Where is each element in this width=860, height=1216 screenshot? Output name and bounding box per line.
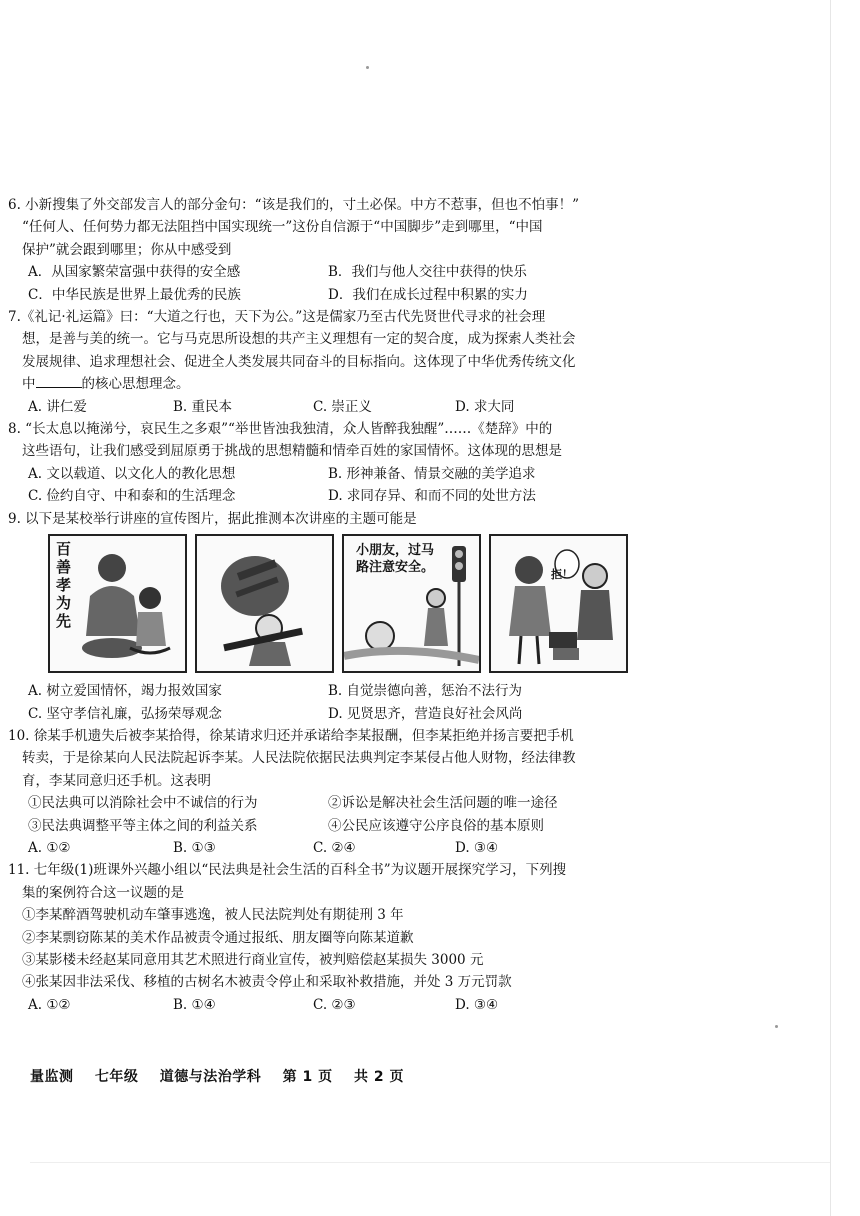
question-area [8, 194, 778, 1016]
question-10-statements [8, 792, 778, 837]
statement-4: ④公民应该遵守公序良俗的基本原则 [328, 817, 544, 834]
question-10-options [8, 837, 778, 859]
statement-3: ③某影楼未经赵某同意用其艺术照进行商业宣传，被判赔偿赵某损失 3000 元 [22, 951, 484, 968]
question-9-stem: 9. 以下是某校举行讲座的宣传图片，据此推测本次讲座的主题可能是 [8, 510, 417, 527]
question-10 [8, 725, 778, 859]
question-6-stem-line1: 6. 小新搜集了外交部发言人的部分金句：“该是我们的，寸土必保。中方不惹事，但也不怕事！” [8, 197, 579, 213]
cartoon-4-speech: 拒！ [551, 568, 573, 582]
question-11-options [8, 994, 778, 1016]
footer-page-number: 第 1 页 [282, 1069, 333, 1085]
option-d: D. 求大同 [455, 398, 515, 415]
option-a: A．从国家繁荣富强中获得的安全感 [28, 264, 241, 281]
question-9-options [8, 680, 778, 725]
question-7-stem-line2: 想，是善与美的统一。它与马克思所设想的共产主义理想有一定的契合度，成为探索人类社会 [22, 331, 576, 348]
option-b: B．我们与他人交往中获得的快乐 [328, 264, 527, 281]
option-b: B. 形神兼备、情景交融的美学追求 [328, 465, 536, 482]
statement-4: ④张某因非法采伐、移植的古树名木被责令停止和采取补救措施，并处 3 万元罚款 [22, 974, 512, 991]
option-a: A. 树立爱国情怀，竭力报效国家 [28, 683, 222, 700]
question-9 [8, 508, 778, 725]
cartoon-refusing-bribe [489, 534, 628, 673]
question-8-stem-line2: 这些语句，让我们感受到屈原勇于挑战的思想精髓和情牵百姓的家国情怀。这体现的思想是 [22, 443, 562, 460]
question-8 [8, 418, 778, 508]
option-c: C. 坚守孝信礼廉，弘扬荣辱观念 [28, 705, 222, 722]
page-bottom-divider [30, 1162, 830, 1163]
option-b: B. 重民本 [173, 398, 233, 415]
cartoon-filial-piety [48, 534, 187, 673]
question-10-stem-line1: 10. 徐某手机遗失后被李某拾得，徐某请求归还并承诺给李某报酬，但李某拒绝并扬言要把手机 [8, 727, 574, 744]
cartoon-traffic-safety [342, 534, 481, 673]
cartoon-1-caption: 百善孝为先 [56, 540, 72, 631]
option-c: C. ②③ [313, 996, 356, 1013]
footer-subject: 道德与法治学科 [159, 1069, 262, 1085]
option-d: D. ③④ [455, 996, 499, 1013]
question-11 [8, 859, 778, 1016]
question-8-options [8, 463, 778, 508]
cartoon-scholar-drawing [197, 536, 332, 671]
question-7 [8, 306, 778, 418]
question-6 [8, 194, 778, 306]
question-6-options [8, 261, 778, 306]
statement-1: ①李某醉酒驾驶机动车肇事逃逸，被人民法院判处有期徒刑 3 年 [22, 907, 404, 924]
option-c: C．中华民族是世界上最优秀的民族 [28, 286, 241, 303]
footer-page-total: 共 2 页 [354, 1069, 404, 1085]
cartoon-3-caption-line1: 小朋友，过马 [356, 543, 435, 559]
page-footer [30, 1066, 420, 1086]
option-c: C. 崇正义 [313, 398, 372, 415]
question-11-stem-line2: 集的案例符合这一议题的是 [22, 884, 184, 901]
option-d: D. 见贤思齐，营造良好社会风尚 [328, 705, 523, 722]
statement-1: ①民法典可以消除社会中不诚信的行为 [28, 795, 258, 812]
cartoon-bribe-drawing [491, 536, 626, 671]
option-a: A. 讲仁爱 [28, 398, 87, 415]
cartoon-scholar-with-books [195, 534, 334, 673]
question-10-stem-line3: 育，李某同意归还手机。这表明 [22, 772, 211, 789]
option-a: A. ①② [28, 839, 71, 856]
scan-speck [366, 66, 369, 69]
option-b: B. ①③ [173, 839, 216, 856]
option-d: D. ③④ [455, 839, 499, 856]
statement-3: ③民法典调整平等主体之间的利益关系 [28, 817, 258, 834]
question-8-stem-line1: 8. “长太息以掩涕兮，哀民生之多艰”“举世皆浊我独清，众人皆醉我独醒”……《楚辞》中的 [8, 421, 553, 438]
answer-blank [36, 373, 82, 388]
question-10-stem-line2: 转卖，于是徐某向人民法院起诉李某。人民法院依据民法典判定李某侵占他人财物，经法律教 [22, 750, 576, 767]
question-11-stem-line1: 11. 七年级(1)班课外兴趣小组以“民法典是社会生活的百科全书”为议题开展探究学习，下列搜 [8, 862, 567, 879]
question-7-line4-post: 的核心思想理念。 [81, 376, 190, 393]
option-a: A. ①② [28, 996, 71, 1013]
question-7-options [8, 396, 778, 418]
statement-2: ②李某剽窃陈某的美术作品被责令通过报纸、朋友圈等向陈某道歉 [22, 929, 414, 946]
option-a: A. 文以载道、以文化人的教化思想 [28, 465, 236, 482]
footer-exam-name: 量监测 [30, 1069, 74, 1085]
cartoon-3-caption [356, 542, 434, 576]
option-c: C. 俭约自守、中和泰和的生活理念 [28, 488, 236, 505]
question-7-stem-line1: 7.《礼记·礼运篇》曰：“大道之行也，天下为公。”这是儒家乃至古代先贤世代寻求的社会理 [8, 309, 546, 326]
option-d: D. 求同存异、和而不同的处世方法 [328, 488, 536, 505]
question-7-stem-line3: 发展规律、追求理想社会、促进全人类发展共同奋斗的目标指向。这体现了中华优秀传统文化 [22, 353, 576, 370]
question-6-stem-line3: 保护”就会跟到哪里；你从中感受到 [22, 241, 232, 258]
option-b: B. ①④ [173, 996, 216, 1013]
statement-2: ②诉讼是解决社会生活问题的唯一途径 [328, 795, 558, 812]
option-d: D．我们在成长过程中积累的实力 [328, 286, 528, 303]
option-b: B. 自觉崇德向善，惩治不法行为 [328, 683, 523, 700]
footer-grade: 七年级 [94, 1069, 139, 1085]
cartoon-strip [48, 534, 778, 672]
option-c: C. ②④ [313, 839, 356, 856]
question-7-stem-line4 [8, 373, 778, 395]
question-7-line4-pre: 中 [22, 376, 36, 393]
scan-speck [775, 1025, 778, 1028]
question-6-stem-line2: “任何人、任何势力都无法阻挡中国实现统一”这份自信源于“中国脚步”走到哪里，“中国 [22, 219, 543, 236]
cartoon-3-caption-line2: 路注意安全。 [356, 560, 435, 576]
